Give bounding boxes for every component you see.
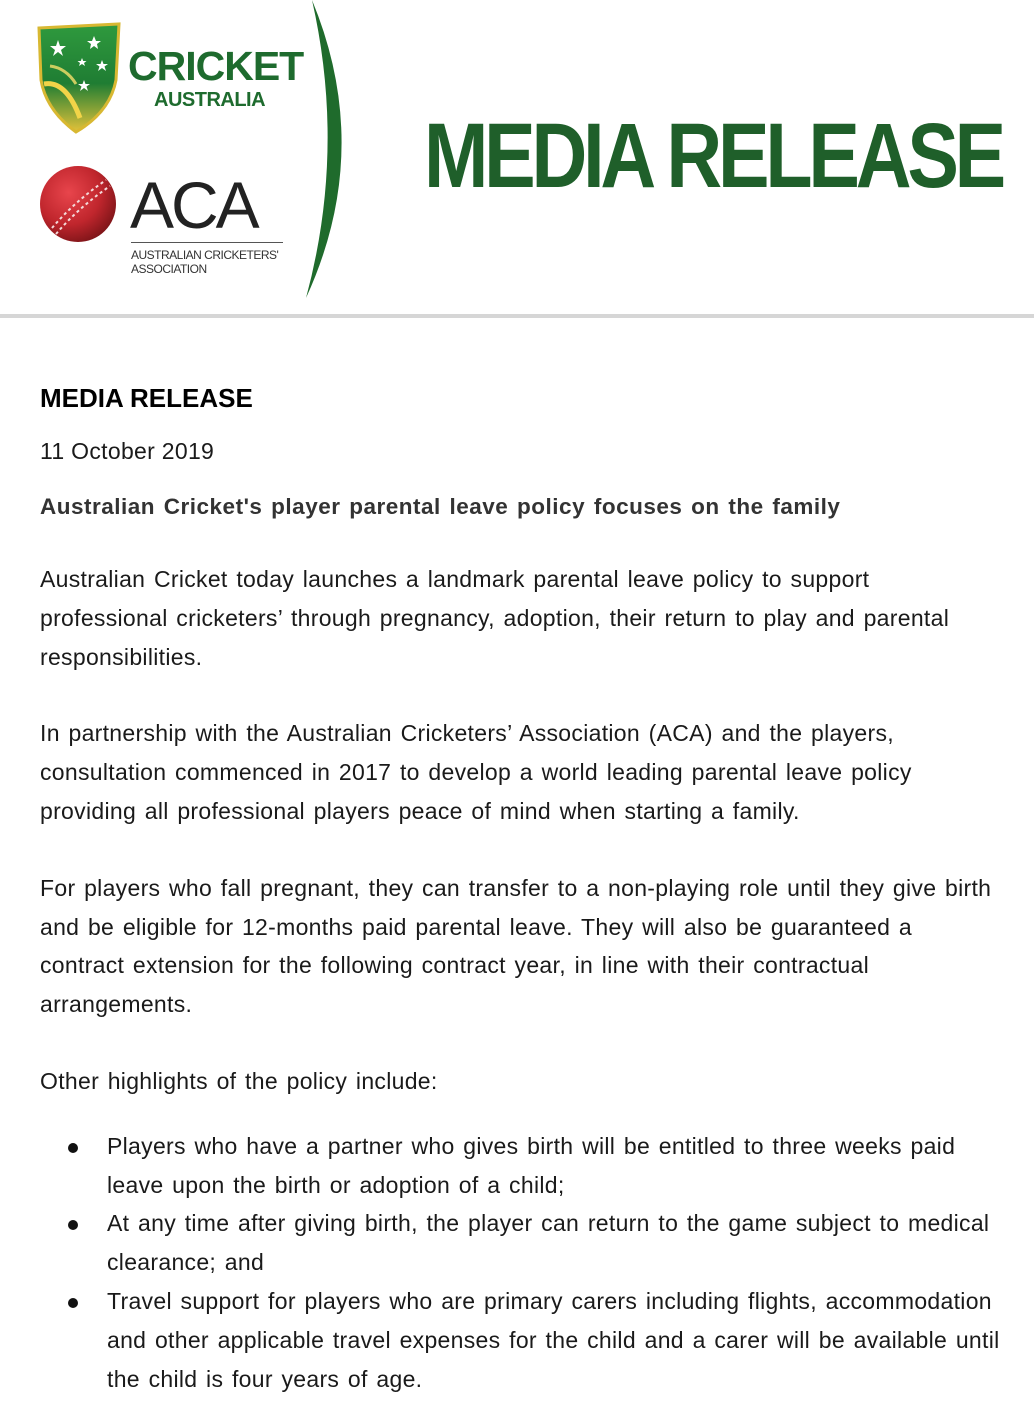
cricket-australia-logo bbox=[36, 22, 304, 142]
banner-title: MEDIA RELEASE bbox=[424, 105, 1003, 207]
paragraph: In partnership with the Australian Cricketers’ Association (ACA) and the players, consultation commenced in 2017 to develop a world leading parental leave policy providing all professional players peace of mind when starting a family. bbox=[40, 720, 912, 824]
aca-wordmark: ACA bbox=[130, 168, 257, 242]
australia-wordmark: AUSTRALIA bbox=[154, 89, 266, 111]
release-subtitle: Australian Cricket's player parental leave policy focuses on the family bbox=[40, 494, 841, 519]
paragraph: Other highlights of the policy include: bbox=[40, 1067, 438, 1094]
list-item-text: Players who have a partner who gives birth will be entitled to three weeks paid leave upon the birth or adoption of a child; bbox=[107, 1132, 956, 1198]
aca-subtitle: AUSTRALIAN CRICKETERS' ASSOCIATION bbox=[131, 248, 279, 276]
list-item bbox=[40, 1282, 1000, 1398]
shield-icon bbox=[36, 22, 122, 134]
swoosh-divider bbox=[290, 0, 370, 300]
paragraph: For players who fall pregnant, they can transfer to a non-playing role until they give birth and be eligible for 12-months paid parental leave. They will also be guaranteed a contract extension for the following contract year, in line with their contractual arrangements. bbox=[40, 874, 992, 1018]
release-date: 11 October 2019 bbox=[40, 438, 215, 464]
letterhead bbox=[0, 0, 1034, 316]
list-item bbox=[40, 1204, 1000, 1282]
aca-divider bbox=[131, 242, 283, 243]
bullet-icon bbox=[68, 1298, 78, 1308]
aca-logo bbox=[38, 162, 298, 292]
cricket-wordmark: CRICKET bbox=[128, 43, 304, 89]
list-item-text: Travel support for players who are primary carers including flights, accommodation and other applicable travel expenses for the child and a carer will be available until the child is four years of age. bbox=[107, 1287, 1000, 1392]
bullet-icon bbox=[68, 1220, 78, 1230]
highlights-list bbox=[40, 1127, 1000, 1399]
bullet-icon bbox=[68, 1143, 78, 1153]
paragraph: Australian Cricket today launches a landmark parental leave policy to support professional cricketers’ through pregnancy, adoption, their return to play and parental responsibilities. bbox=[40, 566, 950, 670]
release-body bbox=[40, 380, 1000, 1398]
list-item bbox=[40, 1127, 1000, 1205]
header-divider bbox=[0, 314, 1034, 318]
cricket-ball-icon bbox=[38, 164, 118, 244]
list-item-text: At any time after giving birth, the player can return to the game subject to medical clearance; and bbox=[107, 1210, 990, 1276]
document-heading: MEDIA RELEASE bbox=[40, 383, 253, 413]
